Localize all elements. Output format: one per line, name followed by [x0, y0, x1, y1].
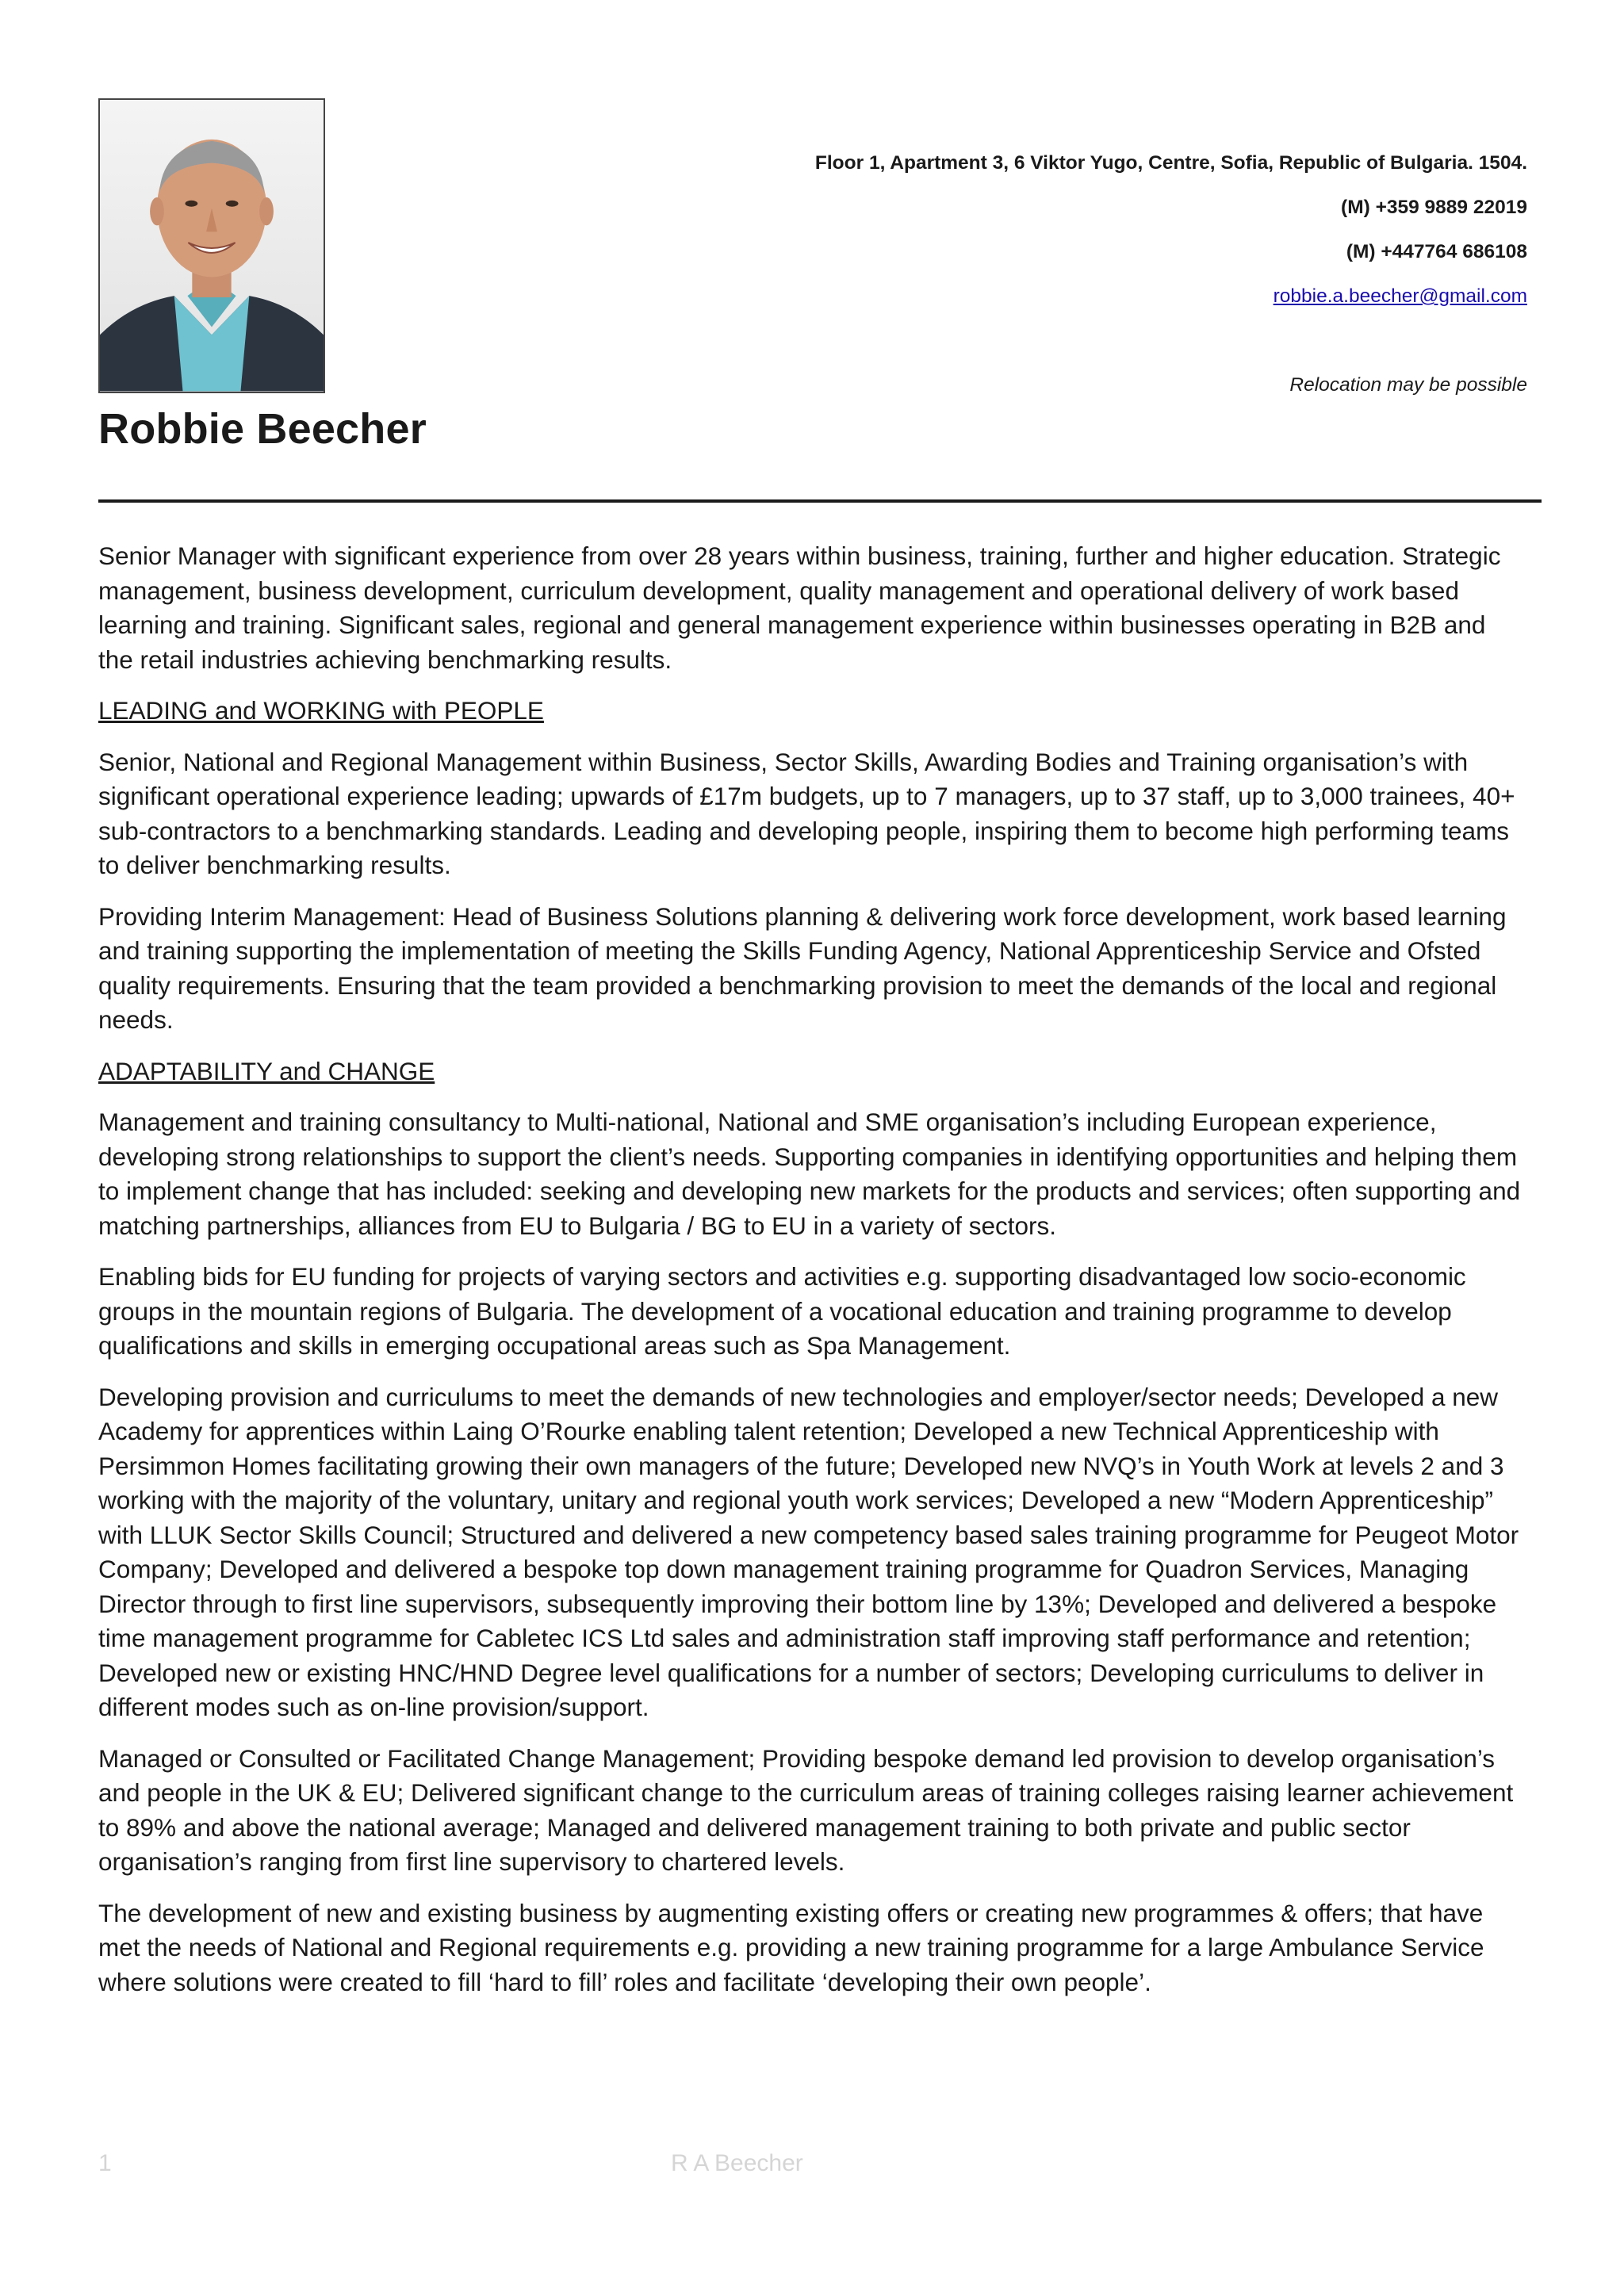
- candidate-name: Robbie Beecher: [98, 405, 427, 453]
- mobile-bulgaria: (M) +359 9889 22019: [1341, 197, 1527, 218]
- profile-photo: [98, 98, 325, 393]
- adaptability-paragraph: Managed or Consulted or Facilitated Change Management; Providing bespoke demand led provision to develop organisation’s and people in the UK & EU; Delivered significant change to the curriculum areas of training colleges raising learner achievement to 89% and above the national average; Managed and delivered management training to both private and public sector organisation’s ranging from first line supervisory to chartered levels.: [98, 1743, 1514, 1876]
- section-heading-adaptability: ADAPTABILITY and CHANGE: [98, 1056, 435, 1085]
- person-portrait-icon: [100, 100, 324, 392]
- summary-paragraph: Senior Manager with significant experience from over 28 years within business, training, further and higher education. Strategic management, business development, curriculum development, quality management and operational delivery of work based learning and training. Significant sales, regional and general management experience within businesses operating in B2B and the retail industries achieving benchmarking results.: [98, 541, 1501, 674]
- relocation-note: Relocation may be possible: [1289, 374, 1527, 396]
- section-heading-leading: LEADING and WORKING with PEOPLE: [98, 696, 544, 725]
- footer-author: R A Beecher: [671, 2150, 803, 2176]
- adaptability-paragraph: Enabling bids for EU funding for projects of varying sectors and activities e.g. supporting disadvantaged low socio-economic groups in the mountain regions of Bulgaria. The development of a vocational education and training programme to develop qualifications and skills in emerging occupational areas such as Spa Management.: [98, 1262, 1466, 1360]
- page-number: 1: [98, 2150, 112, 2176]
- header-divider: [98, 499, 1542, 503]
- adaptability-paragraph: Management and training consultancy to Multi-national, National and SME organisation’s including European experience, developing strong relationships to support the client’s needs. Supporting companies in identifying opportunities and helping them to implement change that has included: seeking and developing new markets for the products and services; often supporting and matching partnerships, alliances from EU to Bulgaria / BG to EU in a variety of sectors.: [98, 1108, 1521, 1240]
- adaptability-paragraph: The development of new and existing business by augmenting existing offers or creating new programmes & offers; that have met the needs of National and Regional requirements e.g. providing a new training programme for a large Ambulance Service where solutions were created to fill ‘hard to fill’ roles and facilitate ‘developing their own people’.: [98, 1898, 1484, 1996]
- email-link[interactable]: robbie.a.beecher@gmail.com: [1273, 285, 1527, 307]
- leading-paragraph: Senior, National and Regional Management within Business, Sector Skills, Awarding Bodies and Training organisation’s with significant operational experience leading; upwards of £17m budgets, up to 7 managers, up to 37 staff, up to 3,000 trainees, 40+ sub-contractors to a benchmarking standards. Leading and developing people, inspiring them to become high performing teams to deliver benchmarking results.: [98, 747, 1515, 879]
- adaptability-paragraph: Developing provision and curriculums to meet the demands of new technologies and employer/sector needs; Developed a new Academy for apprentices within Laing O’Rourke enabling talent retention; Developed a new Technical Apprenticeship with Persimmon Homes facilitating growing their own managers of the future; Developed new NVQ’s in Youth Work at levels 2 and 3 working with the majority of the voluntary, unitary and regional youth work services; Developed a new “Modern Apprenticeship” with LLUK Sector Skills Council; Structured and delivered a new competency based sales training programme for Peugeot Motor Company; Developed and delivered a bespoke top down management training programme for Quadron Services, Managing Director through to first line supervisors, subsequently improving their bottom line by 13%; Developed and delivered a bespoke time management programme for Cabletec ICS Ltd sales and administration staff improving staff performance and retention; Developed new or existing HNC/HND Degree level qualifications for a number of sectors; Developing curriculums to deliver in different modes such as on-line provision/support.: [98, 1382, 1519, 1721]
- contact-block: [576, 141, 1527, 408]
- leading-paragraph: Providing Interim Management: Head of Business Solutions planning & delivering work force development, work based learning and training supporting the implementation of meeting the Skills Funding Agency, National Apprenticeship Service and Ofsted quality requirements. Ensuring that the team provided a benchmarking provision to meet the demands of the local and regional needs.: [98, 901, 1507, 1034]
- mobile-uk: (M) +447764 686108: [1346, 241, 1527, 262]
- cv-body: [98, 539, 1526, 2016]
- address: Floor 1, Apartment 3, 6 Viktor Yugo, Centre, Sofia, Republic of Bulgaria. 1504.: [814, 152, 1527, 174]
